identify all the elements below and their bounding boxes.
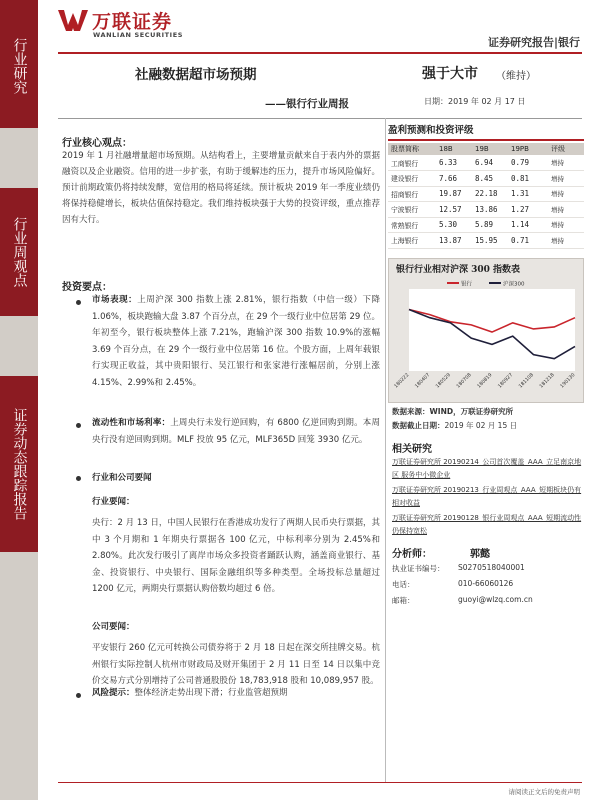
analyst-name: 郭懿 bbox=[470, 549, 490, 560]
email-label: 邮箱： bbox=[392, 596, 415, 605]
logo-english-name: WANLIAN SECURITIES bbox=[93, 31, 184, 39]
cell-19pb: 0.81 bbox=[508, 171, 548, 187]
x-tick-label: 180819 bbox=[476, 372, 494, 390]
x-tick-label: 180927 bbox=[497, 372, 515, 390]
sidebar-label-industry-research: 行业研究 bbox=[11, 38, 28, 94]
cell-19pb: 0.79 bbox=[508, 155, 548, 171]
relative-performance-chart bbox=[388, 258, 584, 403]
col-header-19pb: 19PB bbox=[508, 143, 548, 155]
col-header-rating: 评级 bbox=[548, 143, 584, 155]
related-research-heading: 相关研究 bbox=[392, 444, 432, 455]
sidebar-label-weekly-view: 行业周观点 bbox=[11, 217, 28, 287]
cell-stock: 上海银行 bbox=[388, 233, 436, 249]
x-tick-label: 180529 bbox=[435, 372, 452, 390]
cell-stock: 工商银行 bbox=[388, 155, 436, 171]
cell-19pb: 0.71 bbox=[508, 233, 548, 249]
table-row bbox=[388, 217, 584, 233]
cell-18b: 19.87 bbox=[436, 186, 472, 202]
table-row bbox=[388, 155, 584, 171]
core-view-heading: 行业核心观点： bbox=[62, 138, 132, 149]
forecast-table-title: 盈利预测和投资评级 bbox=[388, 122, 584, 141]
risk-label: 风险提示： bbox=[92, 688, 135, 698]
footer-divider bbox=[58, 782, 582, 783]
col-header-19b: 19B bbox=[472, 143, 508, 155]
legend-label: 银行 bbox=[461, 281, 473, 288]
chart-cutoff-label: 数据截止日期： bbox=[392, 421, 445, 430]
risk-text: 整体经济走势出现下滑；行业监管超预期 bbox=[134, 688, 288, 698]
legend-label: 沪深300 bbox=[503, 281, 525, 288]
cell-19b: 22.18 bbox=[472, 186, 508, 202]
investment-rating: 强于大市 bbox=[422, 66, 478, 82]
cell-rating: 增持 bbox=[548, 217, 584, 233]
analyst-label: 分析师： bbox=[392, 549, 432, 560]
sidebar-label-dynamic-tracking: 证券动态跟踪报告 bbox=[11, 408, 28, 520]
title-divider bbox=[58, 118, 582, 119]
report-title: 社融数据超市场预期 bbox=[135, 67, 257, 83]
company-news-heading: 公司要闻： bbox=[92, 622, 135, 632]
x-tick-label: 180407 bbox=[414, 372, 432, 390]
x-tick-label: 181108 bbox=[518, 372, 535, 390]
bullet-dot bbox=[76, 476, 81, 481]
column-divider bbox=[385, 118, 386, 783]
cell-19b: 13.86 bbox=[472, 202, 508, 218]
risk-item bbox=[92, 685, 380, 702]
chart-source: 数据来源：WIND，万联证券研究所 bbox=[392, 407, 514, 416]
cell-stock: 建设银行 bbox=[388, 171, 436, 187]
forecast-table bbox=[388, 143, 584, 249]
cell-rating: 增持 bbox=[548, 171, 584, 187]
market-performance-item bbox=[92, 292, 380, 391]
x-tick-label: 180222 bbox=[393, 372, 411, 390]
liquidity-item bbox=[92, 415, 380, 448]
phone-number: 010-66060126 bbox=[458, 579, 514, 588]
rating-note: （维持） bbox=[496, 71, 536, 82]
chart-cutoff-date: 2019 年 02 月 15 日 bbox=[444, 421, 518, 430]
bullet-dot bbox=[76, 300, 81, 305]
chart-plot-area bbox=[409, 289, 575, 371]
report-type-label: 证券研究报告|银行 bbox=[487, 36, 580, 49]
core-view-text: 2019 年 1 月社融增量超市场预期。从结构看上，主要增量贡献来自于表内外的票据融资以及企业融资。信用的进一步扩张，有助于缓解违约压力，提升市场风险偏好。预计前期政策仍将持续发酵，宽信用的格局将延续。预计板块 2019 年一季度业绩仍将保持稳健增长，板块估值保持稳定。我们维持板块强于大势的投资评级，重点推荐因有大行。 bbox=[62, 151, 380, 225]
col-header-18b: 18B bbox=[436, 143, 472, 155]
market-performance-label: 市场表现： bbox=[92, 295, 138, 305]
related-research-link[interactable]: 万联证券研究所 20190213_行业周观点_AAA_短期板块仍有相对收益 bbox=[392, 486, 582, 507]
investment-heading: 投资要点： bbox=[62, 282, 112, 293]
wanlian-logo-icon bbox=[58, 8, 88, 32]
report-subtitle: ——银行行业周报 bbox=[265, 98, 349, 110]
related-research-link[interactable]: 万联证券研究所 20190128_银行业周观点_AAA_短期流动性仍保持宽松 bbox=[392, 514, 582, 535]
col-header-stock: 股票简称 bbox=[388, 143, 436, 155]
liquidity-text: 上周央行未发行逆回购，有 6800 亿逆回购到期。本周央行没有逆回购到期。MLF 投放 95 亿元，MLF365D 回笼 3930 亿元。 bbox=[92, 418, 380, 445]
report-date: 日期：2019 年 02 月 17 日 bbox=[424, 97, 526, 106]
x-tick-label: 180708 bbox=[456, 372, 473, 390]
industry-news-text: 央行：2 月 13 日，中国人民银行在香港成功发行了两期人民币央行票据，其中 3 个月期和 1 年期央行票据各 100 亿元，中标利率分别为 2.45%和 2.80%。此次发行吸引了离岸市场众多投资者踊跃认购，涵盖商业银行、基金、投资银行、中央银行、国际金融组织等多种类型。全场投标总量超过 1200 亿元，两期央行票据认购倍数均超过 6 倍。 bbox=[92, 518, 380, 594]
email-address[interactable]: guoyi@wlzq.com.cn bbox=[458, 595, 533, 604]
related-research-link[interactable]: 万联证券研究所 20190214_公司首次覆盖_AAA_立足南京地区 服务中小微企业 bbox=[392, 458, 582, 479]
bullet-dot bbox=[76, 423, 81, 428]
sidebar bbox=[0, 0, 38, 800]
cert-number: S0270518040001 bbox=[458, 563, 525, 572]
cell-18b: 13.87 bbox=[436, 233, 472, 249]
cell-stock: 常熟银行 bbox=[388, 217, 436, 233]
cell-18b: 7.66 bbox=[436, 171, 472, 187]
liquidity-label: 流动性和市场利率： bbox=[92, 418, 171, 428]
cell-rating: 增持 bbox=[548, 155, 584, 171]
cell-stock: 宁波银行 bbox=[388, 202, 436, 218]
chart-svg bbox=[389, 259, 585, 404]
cell-19b: 8.45 bbox=[472, 171, 508, 187]
table-row bbox=[388, 186, 584, 202]
table-header-row bbox=[388, 143, 584, 155]
cell-rating: 增持 bbox=[548, 186, 584, 202]
cell-stock: 招商银行 bbox=[388, 186, 436, 202]
phone-label: 电话： bbox=[392, 580, 415, 589]
cell-19b: 6.94 bbox=[472, 155, 508, 171]
bullet-dot bbox=[76, 693, 81, 698]
cell-19b: 5.89 bbox=[472, 217, 508, 233]
table-row bbox=[388, 233, 584, 249]
company-news-text: 平安银行 260 亿元可转换公司债券将于 2 月 18 日起在深交所挂牌交易。杭州银行实际控制人杭州市财政局及财开集团于 2 月 11 日至 14 日以集中竞价交易方式分别增持了公司普通股股份 18,783,918 股和 10,089,957 股。 bbox=[92, 643, 380, 686]
company-news-section-heading: 行业和公司要闻 bbox=[92, 473, 152, 483]
cell-19b: 15.95 bbox=[472, 233, 508, 249]
table-row bbox=[388, 171, 584, 187]
table-row bbox=[388, 202, 584, 218]
cell-18b: 5.30 bbox=[436, 217, 472, 233]
cell-18b: 6.33 bbox=[436, 155, 472, 171]
cert-label: 执业证书编号： bbox=[392, 564, 445, 573]
header-divider bbox=[58, 52, 582, 54]
chart-title: 银行行业相对沪深 300 指数表 bbox=[396, 265, 521, 275]
x-tick-label: 190130 bbox=[559, 372, 577, 390]
cell-19pb: 1.14 bbox=[508, 217, 548, 233]
cell-19pb: 1.27 bbox=[508, 202, 548, 218]
cell-19pb: 1.31 bbox=[508, 186, 548, 202]
chart-cutoff bbox=[392, 420, 517, 431]
footer-disclaimer: 请阅读正文后的免责声明 bbox=[508, 788, 580, 796]
x-tick-label: 181218 bbox=[539, 372, 556, 390]
logo-chinese-name: 万联证券 bbox=[92, 11, 173, 33]
cell-rating: 增持 bbox=[548, 202, 584, 218]
cell-18b: 12.57 bbox=[436, 202, 472, 218]
industry-news-heading: 行业要闻： bbox=[92, 497, 135, 507]
cell-rating: 增持 bbox=[548, 233, 584, 249]
market-performance-text: 上周沪深 300 指数上涨 2.81%，银行指数（中信一级）下降 1.06%，板块跑输大盘 3.87 个百分点，在 29 个一级行业中位居第 29 位。年初至今，银行板块整体上涨 7.21%，跑输沪深 300 指数 10.9%的涨幅 3.69 个百分点，在 29 个一级行业中位居第 16 位。个股方面，上周年载银行实现正收益，其中贵阳银行、吴江银行和张家港行涨幅居前，分别上涨 4.15%、2.99%和 2.45%。 bbox=[92, 295, 380, 388]
